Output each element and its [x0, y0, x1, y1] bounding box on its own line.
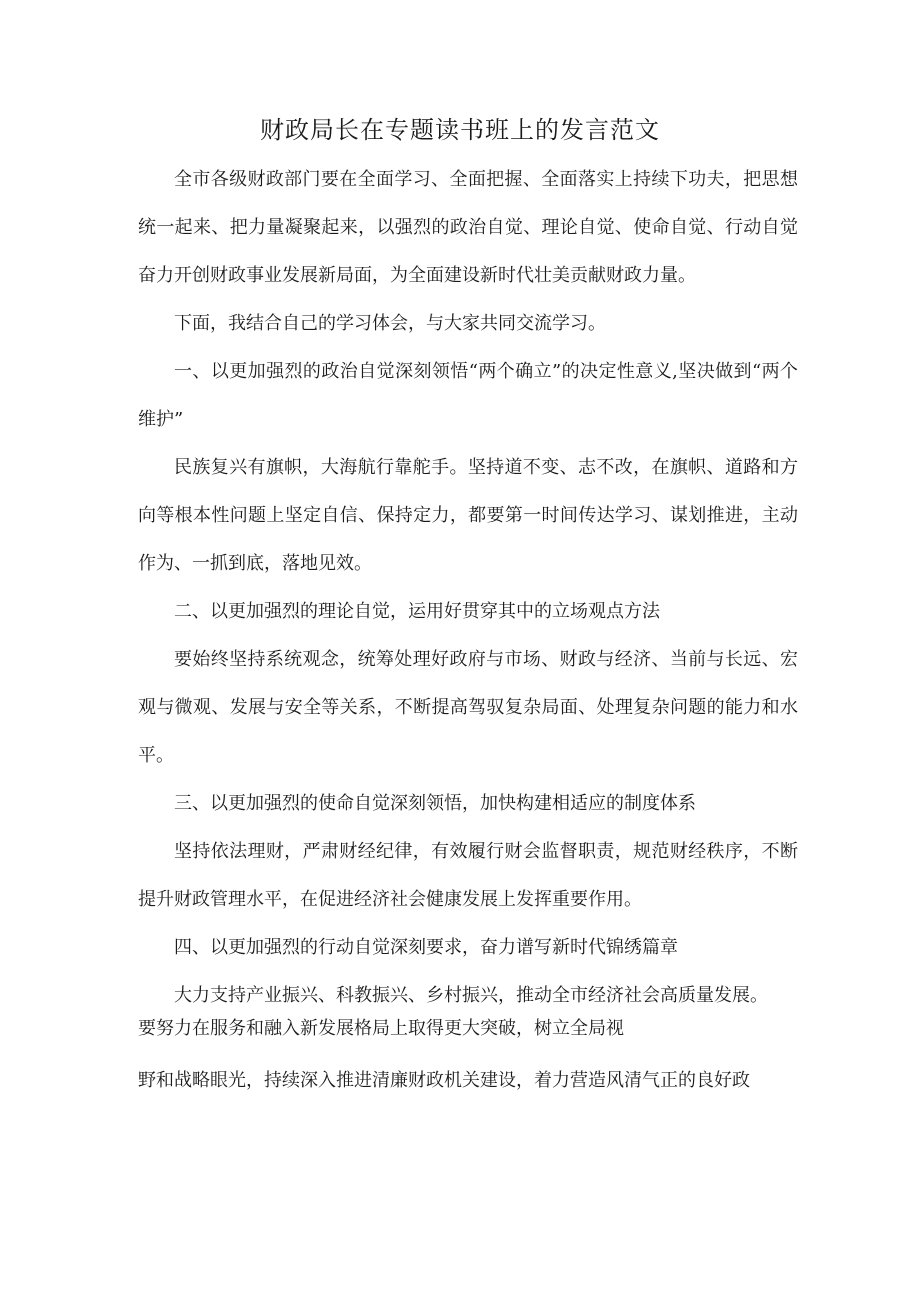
paragraph-section-1: 民族复兴有旗帜，大海航行靠舵手。坚持道不变、志不改，在旗帜、道路和方向等根本性问题上坚定自信、保持定力，都要第一时间传达学习、谋划推进，主动作为、一抓到底，落地见效。	[138, 457, 798, 574]
section-heading-1: 一、以更加强烈的政治自觉深刻领悟“两个确立”的决定性意义,坚决做到“两个维护”	[138, 361, 798, 430]
paragraph-section-4-final: 野和战略眼光，持续深入推进清廉财政机关建设，着力营造风清气正的良好政	[138, 1070, 750, 1091]
document-body	[138, 156, 798, 1105]
paragraph-section-2: 要始终坚持系统观念，统筹处理好政府与市场、财政与经济、当前与长远、宏观与微观、发展与安全等关系，不断提高驾驭复杂局面、处理复杂问题的能力和水平。	[138, 649, 798, 766]
paragraph-lead-in: 下面，我结合自己的学习体会，与大家共同交流学习。	[174, 313, 606, 334]
paragraph-section-4: 大力支持产业振兴、科教振兴、乡村振兴，推动全市经济社会高质量发展。	[174, 985, 768, 1006]
section-heading-2: 二、以更加强烈的理论自觉，运用好贯穿其中的立场观点方法	[174, 601, 660, 622]
paragraph-intro: 全市各级财政部门要在全面学习、全面把握、全面落实上持续下功夫，把思想统一起来、把力量凝聚起来，以强烈的政治自觉、理论自觉、使命自觉、行动自觉奋力开创财政事业发展新局面，为全面建设新时代壮美贡献财政力量。	[138, 169, 798, 286]
paragraph-section-3: 坚持依法理财，严肃财经纪律，有效履行财会监督职责，规范财经秩序，不断提升财政管理水平，在促进经济社会健康发展上发挥重要作用。	[138, 841, 798, 910]
document-title: 财政局长在专题读书班上的发言范文	[260, 116, 660, 144]
section-heading-4: 四、以更加强烈的行动自觉深刻要求，奋力谱写新时代锦绣篇章	[174, 937, 678, 958]
paragraph-section-4-continued: 要努力在服务和融入新发展格局上取得更大突破，树立全局视	[138, 1018, 624, 1039]
section-heading-3: 三、以更加强烈的使命自觉深刻领悟，加快构建相适应的制度体系	[174, 793, 696, 814]
